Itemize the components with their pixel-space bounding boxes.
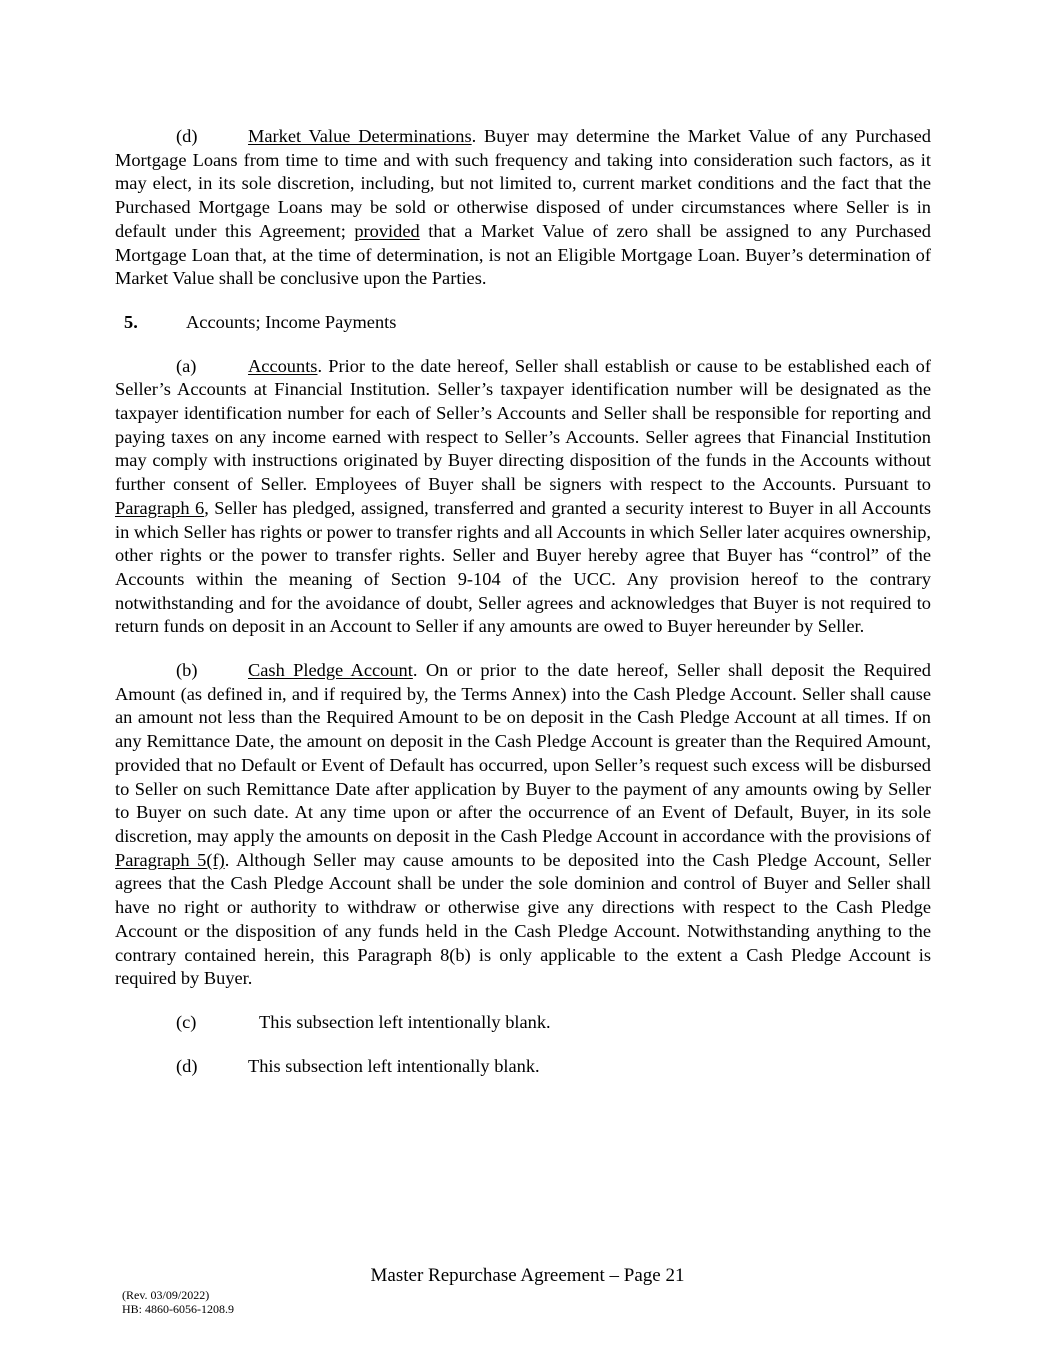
footer-page-title: Master Repurchase Agreement – Page 21 <box>370 1265 685 1286</box>
section-title: Accounts; Income Payments <box>186 311 397 332</box>
paragraph-heading: Cash Pledge Account <box>248 660 413 681</box>
cross-reference: Paragraph 5(f) <box>115 849 225 870</box>
paragraph-heading: Market Value Determinations <box>248 126 472 146</box>
provided-term: provided <box>354 220 420 241</box>
section-heading <box>115 311 931 335</box>
paragraph-text: . Prior to the date hereof, Seller shall establish or cause to be established each of Seller’s Accounts at Financial Institution. Seller’s taxpayer identification number will be designated as the taxpayer identification number for each of Seller’s Accounts and Seller shall be responsible for reporting and paying taxes on any income earned with respect to Seller’s Accounts. Seller agrees that Financial Institution may comply with instructions originated by Buyer directing disposition of the funds in the Accounts without further consent of Seller. Employees of Buyer shall be signers with respect to the Accounts. Pursuant to <box>115 355 931 495</box>
paragraph-heading: Accounts <box>248 355 318 376</box>
paragraph-c-blank <box>115 1011 931 1035</box>
paragraph-text: , Seller has pledged, assigned, transferred and granted a security interest to Buyer in all Accounts in which Seller has rights or power to transfer rights and all Accounts in which Seller later acquires ownership, other rights or the power to transfer rights. Seller and Buyer hereby agree that Buyer has “control” of the Accounts within the meaning of Section 9-104 of the UCC. Any provision hereof to the contrary notwithstanding and for the avoidance of doubt, Seller agrees and acknowledges that Buyer is not required to return funds on deposit in an Account to Seller if any amounts are owed to Buyer hereunder by Seller. <box>115 497 931 637</box>
paragraph-text: This subsection left intentionally blank. <box>259 1011 551 1032</box>
paragraph-text: . Although Seller may cause amounts to be deposited into the Cash Pledge Account, Seller agrees that the Cash Pledge Account shall be under the sole dominion and control of Buyer and Seller shall have no right or authority to withdraw or otherwise give any directions with respect to the Cash Pledge Account or the disposition of any funds held in the Cash Pledge Account. Notwithstanding anything to the contrary contained herein, this Paragraph 8(b) is only applicable to the extent a Cash Pledge Account is required by Buyer. <box>115 849 932 989</box>
paragraph-label: (d) <box>176 1055 198 1076</box>
document-id: HB: 4860-6056-1208.9 <box>122 1302 234 1316</box>
paragraph-label: (c) <box>176 1011 197 1032</box>
paragraph-label: (d) <box>176 126 198 146</box>
paragraph-text: . Buyer may determine the Market Value of any Purchased Mortgage Loans from time to time and with such frequency and taking into consideration such factors, as it may elect, in its sole discretion, including, but not limited to, current market conditions and the fact that the Purchased Mortgage Loans may be sold or otherwise disposed of under circumstances where Seller is in default under this Agreement; <box>115 126 931 241</box>
cross-reference: Paragraph 6 <box>115 497 205 518</box>
paragraph-market-value-determinations <box>115 125 931 291</box>
paragraph-text: This subsection left intentionally blank. <box>248 1055 540 1076</box>
document-body <box>115 125 931 1098</box>
revision-date: (Rev. 03/09/2022) <box>122 1288 210 1302</box>
section-number: 5. <box>124 311 138 332</box>
paragraph-text: . On or prior to the date hereof, Seller shall deposit the Required Amount (as defined in, and if required by, the Terms Annex) into the Cash Pledge Account. Seller shall cause an amount not less than the Required Amount to be on deposit in the Cash Pledge Account at all times. If on any Remittance Date, the amount on deposit in the Cash Pledge Account is greater than the Required Amount, provided that no Default or Event of Default has occurred, upon Seller’s request such excess will be disbursed to Seller on such Remittance Date after application by Buyer to the payment of any amounts owing by Seller to Buyer on such date. At any time upon or after the occurrence of an Event of Default, Buyer, in its sole discretion, may apply the amounts on deposit in the Cash Pledge Account in accordance with the provisions of <box>115 660 931 846</box>
footer-meta <box>122 1288 234 1316</box>
paragraph-d-blank <box>115 1055 931 1079</box>
paragraph-label: (a) <box>176 355 197 376</box>
paragraph-cash-pledge-account <box>115 659 931 991</box>
paragraph-text: that a Market Value of zero shall be assigned to any Purchased Mortgage Loan that, at the time of determination, is not an Eligible Mortgage Loan. Buyer’s determination of Market Value shall be conclusive upon the Parties. <box>115 220 932 289</box>
paragraph-label: (b) <box>176 660 198 681</box>
paragraph-accounts <box>115 355 931 639</box>
